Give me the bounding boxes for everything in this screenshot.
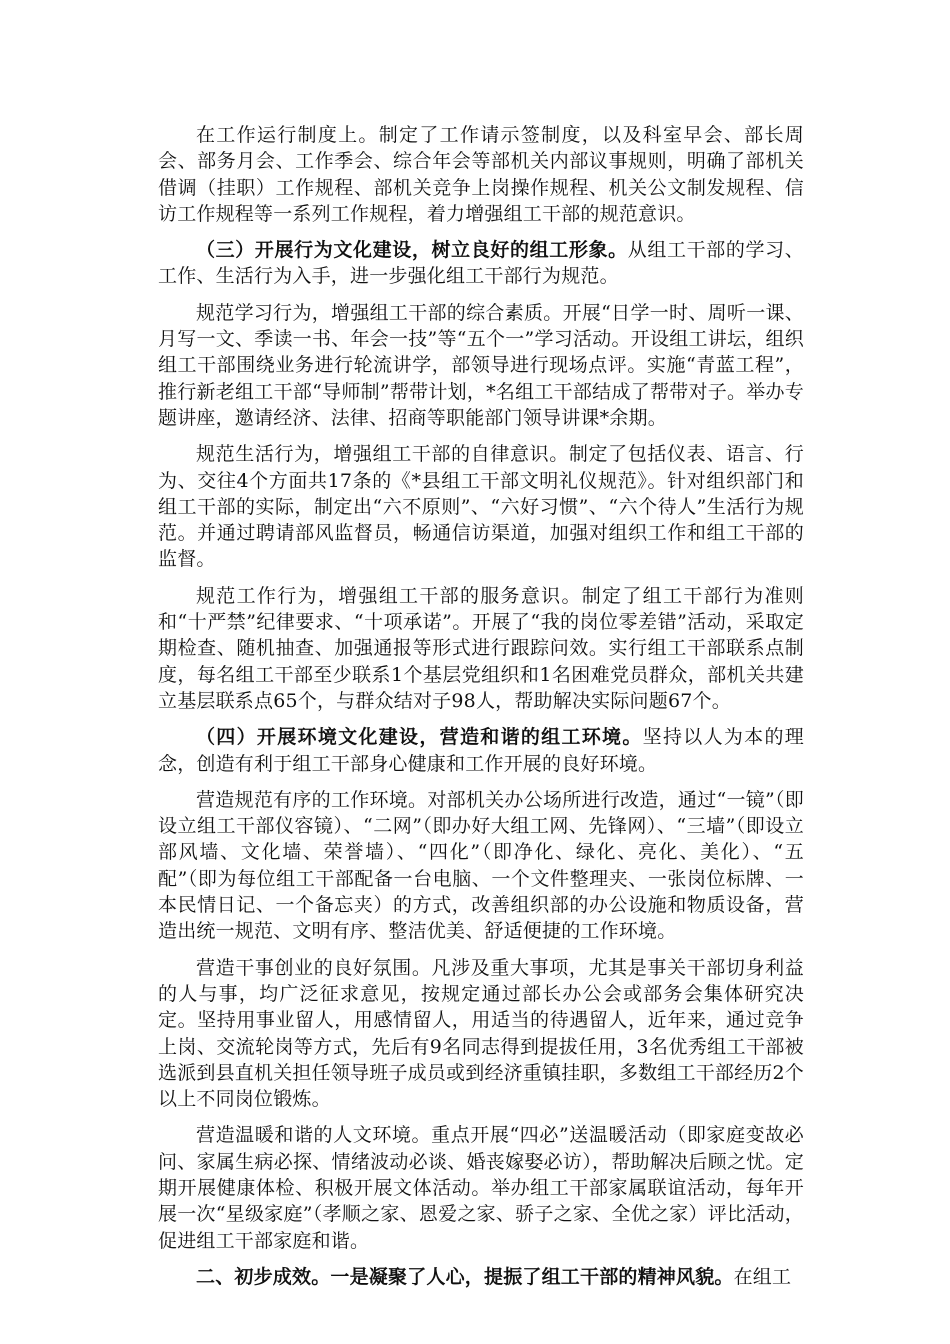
paragraph-text: 坚持以人为本的理念，创造有利于组工干部身心健康和工作开展的良好环境。 [158,726,804,775]
section-heading: （三）开展行为文化建设，树立良好的组工形象。 [196,239,628,262]
document-body [158,122,804,1300]
paragraph-text: 在组工 [733,1265,792,1288]
paragraph-entrepreneurial-atmosphere [158,955,804,1113]
heading-environment-culture [158,724,804,777]
section-heading: 二、初步成效。一是凝聚了人心，提振了组工干部的精神风貌。 [196,1265,734,1288]
paragraph-text: 营造干事创业的良好氛围。凡涉及重大事项，尤其是事关干部切身利益的人与事，均广泛征求意见，按规定通过部长办公会或部务会集体研究决定。坚持用事业留人，用感情留人，用适当的待遇留人，近年来，通过竞争上岗、交流轮岗等方式，先后有9名同志得到提拔任用，3名优秀组工干部被选派到县直机关担任领导班子成员或到经济重镇挂职，多数组工干部经历2个以上不同岗位锻炼。 [158,956,804,1111]
paragraph-text: 在工作运行制度上。制定了工作请示签制度，以及科室早会、部长周会、部务月会、工作季会、综合年会等部机关内部议事规则，明确了部机关借调（挂职）工作规程、部机关竞争上岗操作规程、机关公文制发规程、信访工作规程等一系列工作规程，着力增强组工干部的规范意识。 [158,124,804,225]
section-heading: （四）开展环境文化建设，营造和谐的组工环境。 [196,726,643,749]
paragraph-work-behavior [158,583,804,714]
paragraph-text: 从组工干部的学习、工作、生活行为入手，进一步强化组工干部行为规范。 [158,239,804,288]
paragraph-text: 营造温暖和谐的人文环境。重点开展“四必”送温暖活动（即家庭变故必问、家属生病必探、情绪波动必谈、婚丧嫁娶必访），帮助解决后顾之忧。定期开展健康体检、积极开展文体活动。举办组工干部家属联谊活动，每年开展一次“星级家庭”（孝顺之家、恩爱之家、骄子之家、全优之家）评比活动，促进组工干部家庭和谐。 [158,1124,804,1252]
paragraph-work-rules [158,122,804,227]
heading-initial-results [158,1264,804,1290]
paragraph-text: 营造规范有序的工作环境。对部机关办公场所进行改造，通过“一镜”（即设立组工干部仪容镜）、“二网”（即办好大组工网、先锋网）、“三墙”（即设立部风墙、文化墙、荣誉墙）、“四化”（即净化、绿化、亮化、美化）、“五配”（即为每位组工干部配备一台电脑、一个文件整理夹、一张岗位标牌、一本民情日记、一个备忘夹）的方式，改善组织部的办公设施和物质设备，营造出统一规范、文明有序、整洁优美、舒适便捷的工作环境。 [158,788,804,943]
heading-behavior-culture [158,237,804,290]
paragraph-study-behavior [158,300,804,431]
paragraph-text: 规范学习行为，增强组工干部的综合素质。开展“日学一时、周听一课、月写一文、季读一书、年会一技”等“五个一”学习活动。开设组工讲坛，组织组工干部围绕业务进行轮流讲学，部领导进行现场点评。实施“青蓝工程”，推行新老组工干部“导师制”帮带计划，*名组工干部结成了帮带对子。举办专题讲座，邀请经济、法律、招商等职能部门领导讲课*余期。 [158,301,804,429]
paragraph-text: 规范生活行为，增强组工干部的自律意识。制定了包括仪表、语言、行为、交往4个方面共17条的《*县组工干部文明礼仪规范》。针对组织部门和组工干部的实际，制定出“六不原则”、“六好习惯”、“六个待人”生活行为规范。并通过聘请部风监督员，畅通信访渠道，加强对组织工作和组工干部的监督。 [158,443,804,571]
paragraph-text: 规范工作行为，增强组工干部的服务意识。制定了组工干部行为准则和“十严禁”纪律要求、“十项承诺”。开展了“我的岗位零差错”活动，采取定期检查、随机抽查、加强通报等形式进行跟踪问效。实行组工干部联系点制度，每名组工干部至少联系1个基层党组织和1名困难党员群众，部机关共建立基层联系点65个，与群众结对子98人，帮助解决实际问题67个。 [158,584,804,712]
paragraph-work-environment [158,787,804,945]
paragraph-humanistic-environment [158,1122,804,1253]
paragraph-life-behavior [158,441,804,572]
